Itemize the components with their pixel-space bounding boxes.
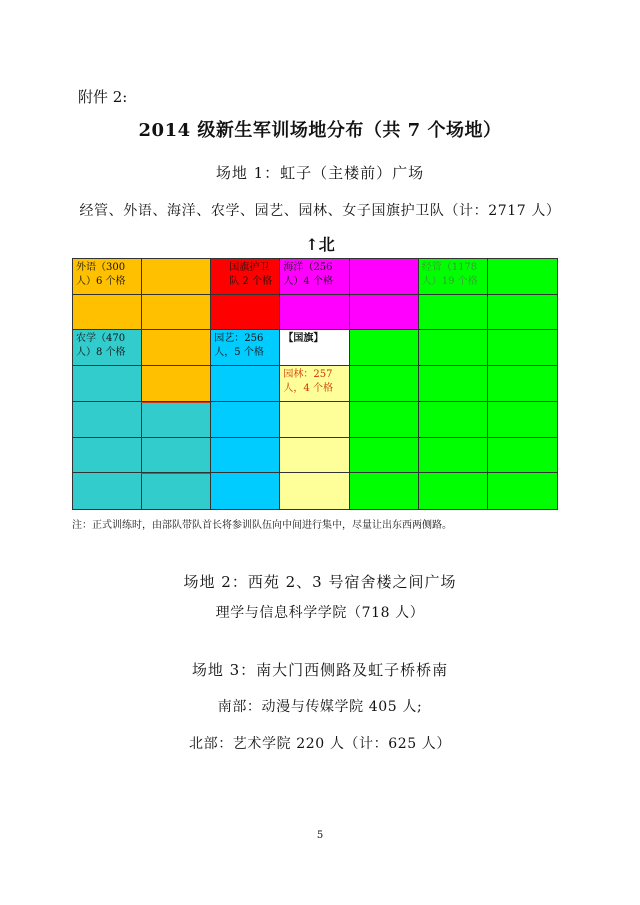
grid-cell (488, 473, 557, 509)
grid-cell (419, 473, 488, 509)
grid-cell (419, 438, 488, 474)
grid-cell-nongxue (73, 330, 142, 366)
grid-cell (350, 402, 419, 438)
layout-note: 注：正式训练时，由部队带队首长将参训队伍向中间进行集中，尽量让出东西两侧路。 (72, 520, 452, 531)
site3-south: 南部：动漫与传媒学院 405 人; (217, 699, 423, 715)
page-number: 5 (316, 830, 324, 841)
grid-cell (73, 295, 142, 331)
grid-cell (73, 438, 142, 474)
grid-cell (142, 402, 211, 438)
site1-title: 场地 1：虹子（主楼前）广场 (215, 164, 425, 182)
grid-cell (211, 402, 280, 438)
label-waiyu: 外语（300 人）6 个格 (76, 262, 126, 287)
grid-cell (280, 438, 349, 474)
attachment-label: 附件 2: (78, 88, 128, 106)
site3-north: 北部：艺术学院 220 人（计：625 人） (189, 736, 451, 752)
grid-cell (280, 402, 349, 438)
grid-cell-guoqi-guard (211, 259, 280, 295)
grid-cell (488, 330, 557, 366)
grid-cell (211, 473, 280, 509)
grid-cell-flag (280, 330, 349, 366)
grid-cell (350, 473, 419, 509)
site1-layout-grid (72, 258, 558, 510)
grid-cell (211, 438, 280, 474)
grid-cell (419, 366, 488, 402)
label-nongxue: 农学（470 人）8 个格 (76, 333, 126, 359)
grid-cell (142, 366, 211, 402)
grid-cell (419, 330, 488, 366)
grid-cell (73, 473, 142, 509)
label-flag: 【国旗】 (283, 333, 324, 345)
grid-cell (142, 438, 211, 474)
site2-title: 场地 2：西苑 2、3 号宿舍楼之间广场 (183, 573, 457, 591)
grid-cell-haiyang (280, 259, 349, 295)
grid-cell (488, 402, 557, 438)
grid-cell (142, 330, 211, 366)
grid-cell (73, 366, 142, 402)
grid-cell (142, 473, 211, 509)
grid-cell (142, 259, 211, 295)
grid-cell (488, 259, 557, 295)
site1-units: 经管、外语、海洋、农学、园艺、园林、女子国旗护卫队（计：2717 人） (79, 203, 561, 219)
label-yuanyi: 园艺：256 人，5 个格 (214, 333, 264, 359)
grid-cell-jingguan (419, 259, 488, 295)
grid-cell (142, 295, 211, 331)
site3-title: 场地 3：南大门西侧路及虹子桥桥南 (191, 661, 449, 679)
grid-cell (350, 259, 419, 295)
label-haiyang: 海洋（256 人）4 个格 (283, 262, 333, 287)
grid-cell (419, 402, 488, 438)
label-yuanlin: 园林：257 人，4 个格 (283, 369, 333, 395)
label-jingguan: 经管（1178 人）19 个格 (421, 262, 478, 287)
grid-cell-waiyu (73, 259, 142, 295)
grid-cell (488, 366, 557, 402)
grid-cell (350, 295, 419, 331)
grid-cell (280, 295, 349, 331)
grid-cell (350, 438, 419, 474)
label-guoqi-guard: 国旗护卫队 2 个格 (229, 262, 273, 287)
grid-cell (419, 295, 488, 331)
site2-unit: 理学与信息科学学院（718 人） (215, 605, 425, 621)
grid-cell (350, 330, 419, 366)
grid-cell (280, 473, 349, 509)
grid-cell (488, 295, 557, 331)
grid-cell (73, 402, 142, 438)
grid-cell (211, 366, 280, 402)
grid-cell-yuanyi (211, 330, 280, 366)
grid-cell (488, 438, 557, 474)
page-title: 2014 级新生军训场地分布（共 7 个场地） (138, 120, 502, 141)
north-arrow: ↑北 (305, 235, 335, 254)
grid-cell (211, 295, 280, 331)
grid-cell-yuanlin (280, 366, 349, 402)
grid-cell (350, 366, 419, 402)
